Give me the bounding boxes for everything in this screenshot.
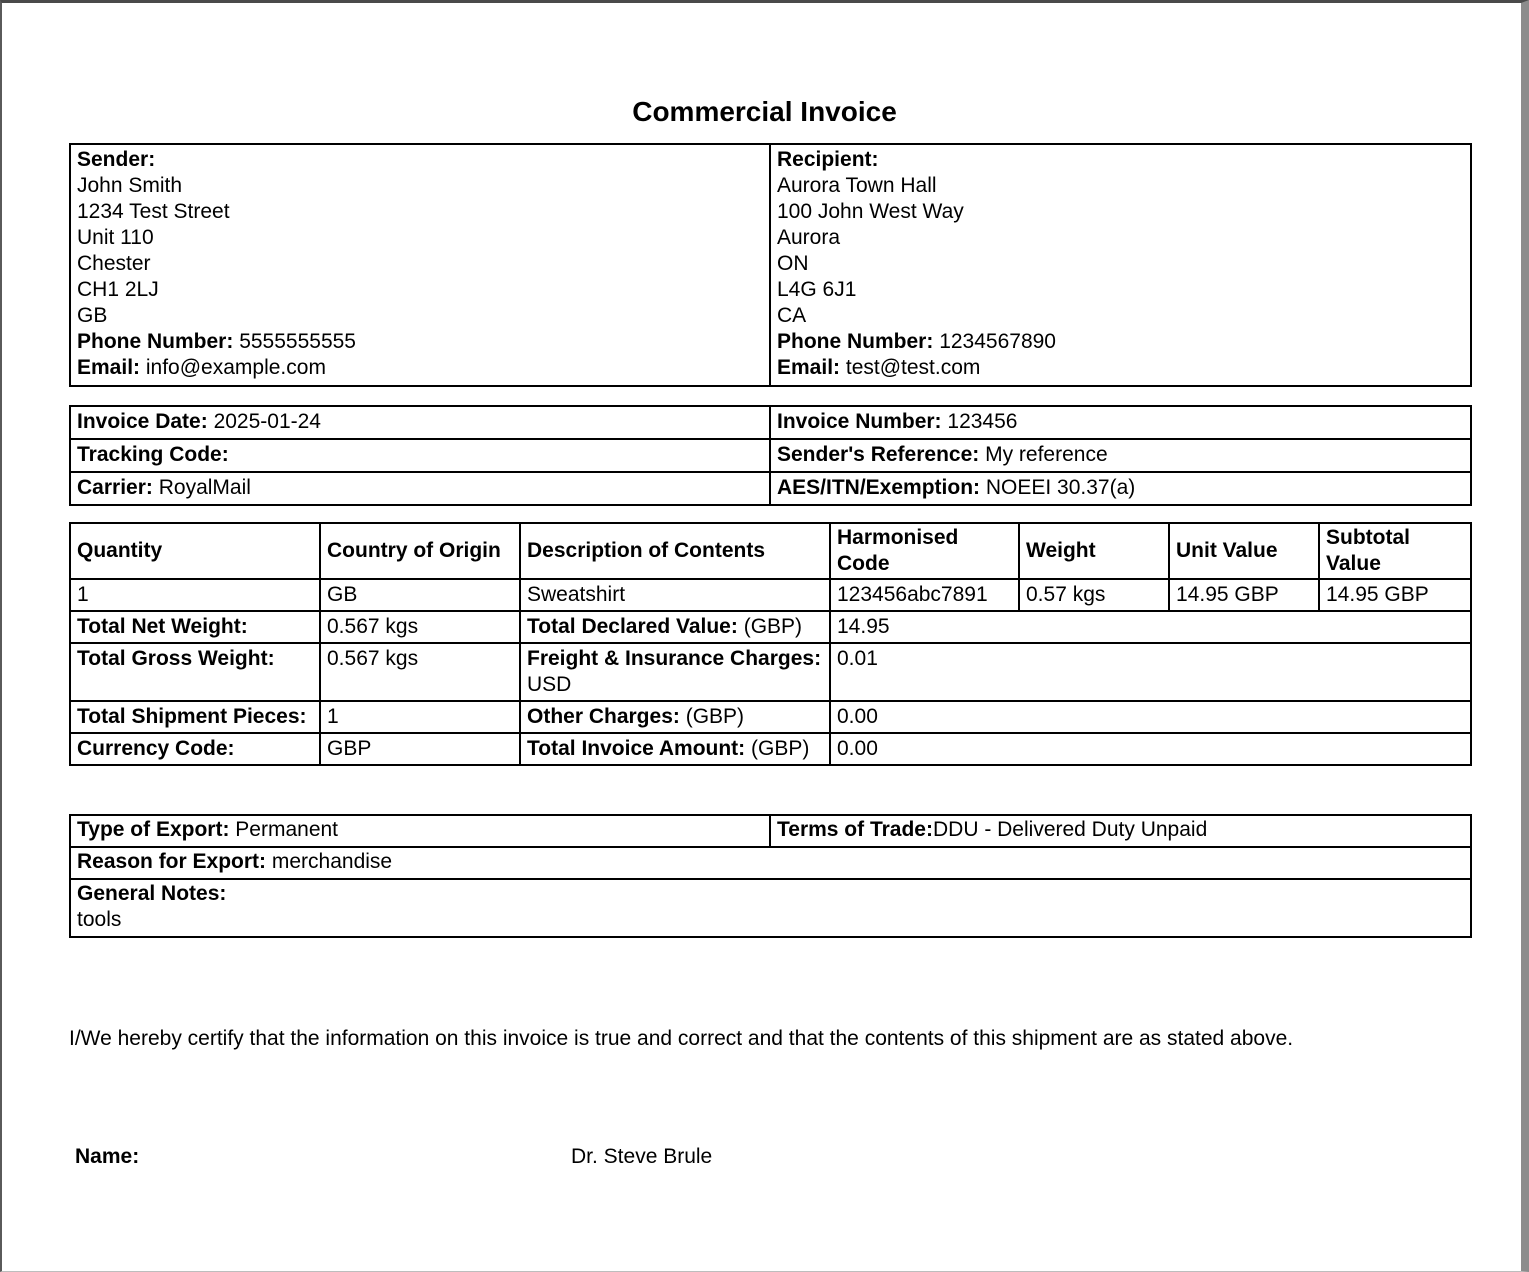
pieces-label: Total Shipment Pieces:	[70, 701, 320, 733]
export-reason: merchandise	[271, 850, 393, 873]
terms-of-trade: DDU - Delivered Duty Unpaid	[932, 818, 1208, 841]
gross-weight-value: 0.567 kgs	[320, 643, 520, 701]
address-table	[69, 143, 1472, 387]
senders-reference-cell	[770, 439, 1471, 472]
sender-country: GB	[77, 304, 108, 327]
sender-street: 1234 Test Street	[77, 200, 230, 223]
invoice-amount-unit: (GBP)	[751, 737, 810, 760]
senders-reference: My reference	[985, 443, 1108, 466]
invoice-info-table	[69, 405, 1472, 506]
invoice-number-label: Invoice Number:	[777, 410, 942, 433]
invoice-date: 2025-01-24	[213, 410, 321, 433]
general-notes: tools	[77, 908, 122, 931]
item-harmonised-code: 123456abc7891	[830, 579, 1019, 611]
sender-phone: 5555555555	[239, 330, 356, 353]
invoice-date-cell	[70, 406, 770, 439]
invoice-amount-label: Total Invoice Amount:	[527, 737, 746, 760]
declared-value: 14.95	[830, 611, 1471, 643]
export-reason-label: Reason for Export:	[77, 850, 267, 873]
col-header-unit-value: Unit Value	[1169, 523, 1319, 579]
invoice-number: 123456	[947, 410, 1018, 433]
gross-weight-label: Total Gross Weight:	[70, 643, 320, 701]
contents-table	[69, 522, 1472, 766]
terms-of-trade-label: Terms of Trade:	[777, 818, 933, 841]
recipient-block	[770, 144, 1471, 386]
sender-postcode: CH1 2LJ	[77, 278, 159, 301]
sender-block	[70, 144, 770, 386]
aes: NOEEI 30.37(a)	[985, 476, 1136, 499]
recipient-name: Aurora Town Hall	[777, 174, 937, 197]
signature-name: Dr. Steve Brule	[571, 1145, 713, 1168]
recipient-phone: 1234567890	[939, 330, 1056, 353]
net-weight-value: 0.567 kgs	[320, 611, 520, 643]
freight-unit: USD	[527, 673, 572, 696]
carrier-cell	[70, 472, 770, 505]
sender-name: John Smith	[77, 174, 183, 197]
item-quantity: 1	[70, 579, 320, 611]
recipient-city: Aurora	[777, 226, 841, 249]
col-header-harmonised-code: Harmonised Code	[830, 523, 1019, 579]
recipient-street: 100 John West Way	[777, 200, 964, 223]
currency-label: Currency Code:	[70, 733, 320, 765]
col-header-weight: Weight	[1019, 523, 1169, 579]
sender-phone-label: Phone Number:	[77, 330, 234, 353]
general-notes-label: General Notes:	[77, 882, 227, 905]
item-weight: 0.57 kgs	[1019, 579, 1169, 611]
declared-value-label: Total Declared Value:	[527, 615, 738, 638]
freight-label-cell	[520, 643, 830, 701]
declared-value-unit: (GBP)	[743, 615, 803, 638]
other-charges-label-cell	[520, 701, 830, 733]
freight-value: 0.01	[830, 643, 1471, 701]
currency-value: GBP	[320, 733, 520, 765]
recipient-phone-label: Phone Number:	[777, 330, 934, 353]
tracking-code-label: Tracking Code:	[77, 443, 229, 466]
item-subtotal-value: 14.95 GBP	[1319, 579, 1471, 611]
invoice-date-label: Invoice Date:	[77, 410, 208, 433]
col-header-subtotal-value: Subtotal Value	[1319, 523, 1471, 579]
recipient-country: CA	[777, 304, 807, 327]
recipient-label: Recipient:	[777, 148, 879, 171]
signature-name-label: Name:	[75, 1145, 140, 1168]
sender-city: Chester	[77, 252, 151, 275]
table-row	[70, 579, 1471, 611]
net-weight-label: Total Net Weight:	[70, 611, 320, 643]
other-charges-label: Other Charges:	[527, 705, 680, 728]
sender-label: Sender:	[77, 148, 156, 171]
col-header-quantity: Quantity	[70, 523, 320, 579]
recipient-email-label: Email:	[777, 356, 841, 379]
export-type-label: Type of Export:	[77, 818, 230, 841]
col-header-description: Description of Contents	[520, 523, 830, 579]
sender-unit: Unit 110	[77, 226, 154, 249]
sender-email-label: Email:	[77, 356, 141, 379]
carrier: RoyalMail	[158, 476, 251, 499]
export-type-cell	[70, 815, 770, 847]
other-charges-unit: (GBP)	[685, 705, 745, 728]
sender-email: info@example.com	[145, 356, 326, 379]
carrier-label: Carrier:	[77, 476, 153, 499]
item-country-of-origin: GB	[320, 579, 520, 611]
invoice-amount-label-cell	[520, 733, 830, 765]
senders-reference-label: Sender's Reference:	[777, 443, 980, 466]
other-charges-value: 0.00	[830, 701, 1471, 733]
invoice-amount-value: 0.00	[830, 733, 1471, 765]
invoice-number-cell	[770, 406, 1471, 439]
col-header-country-of-origin: Country of Origin	[320, 523, 520, 579]
tracking-code-cell	[70, 439, 770, 472]
pieces-value: 1	[320, 701, 520, 733]
item-description: Sweatshirt	[520, 579, 830, 611]
certification-statement: I/We hereby certify that the information on this invoice is true and correct and that the contents of this shipment are as stated above.	[69, 1027, 1294, 1050]
general-notes-cell	[70, 879, 1471, 937]
export-table	[69, 814, 1472, 938]
recipient-email: test@test.com	[845, 356, 981, 379]
terms-of-trade-cell	[770, 815, 1471, 847]
recipient-province: ON	[777, 252, 809, 275]
export-type: Permanent	[235, 818, 339, 841]
item-unit-value: 14.95 GBP	[1169, 579, 1319, 611]
freight-label: Freight & Insurance Charges:	[527, 647, 822, 670]
recipient-postcode: L4G 6J1	[777, 278, 857, 301]
export-reason-cell	[70, 847, 1471, 879]
document-title: Commercial Invoice	[632, 96, 897, 127]
declared-value-label-cell	[520, 611, 830, 643]
aes-cell	[770, 472, 1471, 505]
aes-label: AES/ITN/Exemption:	[777, 476, 981, 499]
